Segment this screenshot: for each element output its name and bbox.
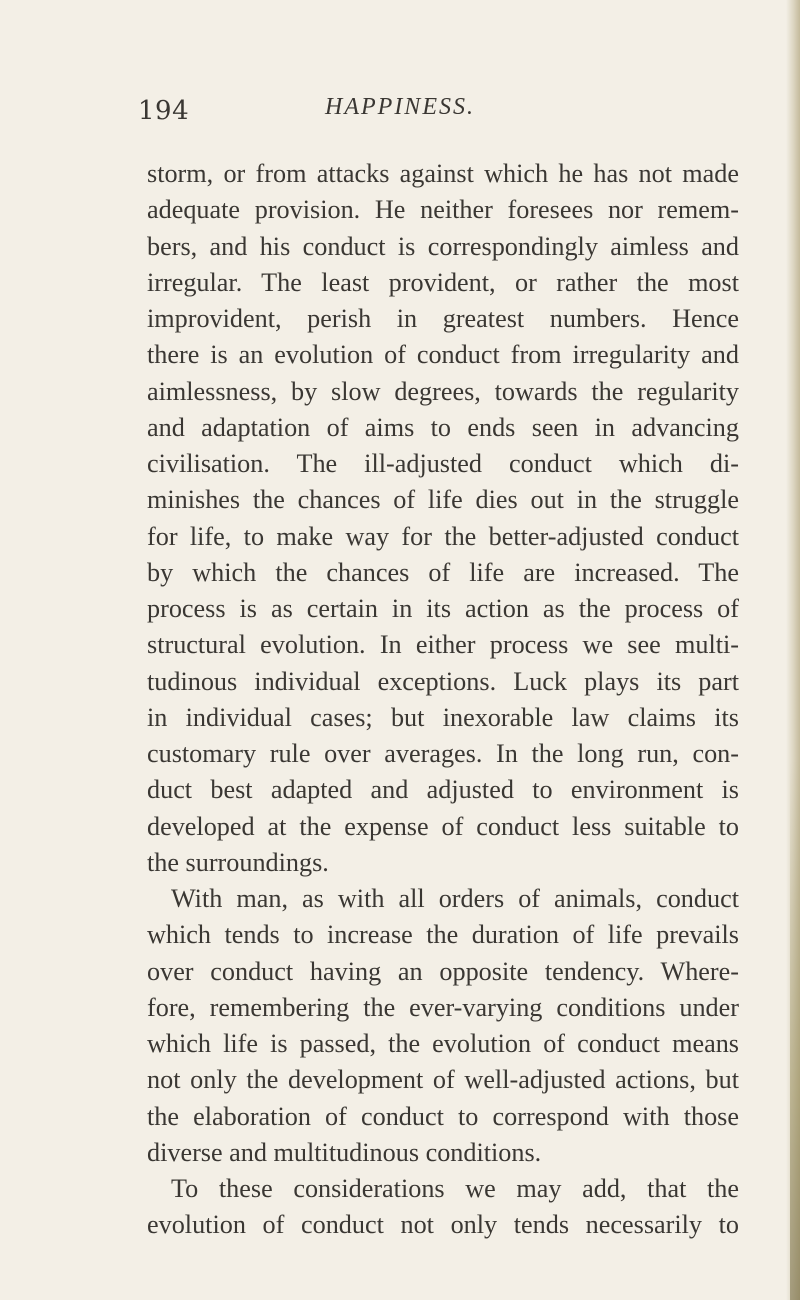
text-line: in individual cases; but inexorable law claims its: [147, 702, 739, 732]
text-line: irregular. The least provident, or rather the most: [147, 267, 739, 297]
text-line: aimlessness, by slow degrees, towards the regularity: [147, 376, 739, 406]
text-line: the elaboration of conduct to correspond with those: [147, 1101, 739, 1131]
text-line: evolution of conduct not only tends necessarily to: [147, 1210, 739, 1240]
text-line: civilisation. The ill-adjusted conduct which di-: [147, 449, 739, 478]
text-line: diverse and multitudinous conditions.: [147, 1137, 542, 1167]
text-line: adequate provision. He neither foresees nor remem-: [147, 195, 739, 225]
text-line: duct best adapted and adjusted to environment is: [147, 775, 739, 805]
text-line: process is as certain in its action as the process of: [147, 594, 739, 623]
page-number: 194: [138, 96, 190, 126]
text-line: which tends to increase the duration of life prevails: [147, 920, 739, 950]
text-line: for life, to make way for the better-adjusted conduct: [147, 521, 739, 551]
page-header: [0, 92, 800, 132]
text-line: over conduct having an opposite tendency. Where-: [147, 956, 739, 986]
text-line: by which the chances of life are increased. The: [147, 557, 739, 587]
body-text: [147, 156, 739, 1244]
text-line: minishes the chances of life dies out in the struggle: [147, 485, 739, 515]
text-line: storm, or from attacks against which he has not made: [147, 159, 739, 188]
running-title: HAPPINESS.: [325, 94, 475, 120]
text-line: which life is passed, the evolution of conduct means: [147, 1029, 739, 1058]
text-line: customary rule over averages. In the long run, con-: [147, 739, 739, 768]
text-line: tudinous individual exceptions. Luck plays its part: [147, 666, 739, 696]
text-line: bers, and his conduct is correspondingly aimless and: [147, 231, 739, 261]
text-line: the surroundings.: [147, 847, 329, 877]
text-line: developed at the expense of conduct less suitable to: [147, 811, 739, 841]
text-line: structural evolution. In either process we see multi-: [147, 630, 739, 660]
text-line: To these considerations we may add, that the: [171, 1174, 739, 1203]
text-line: improvident, perish in greatest numbers. Hence: [147, 304, 739, 333]
text-line: not only the development of well-adjusted actions, but: [147, 1065, 739, 1095]
page-edge-stain: [790, 760, 800, 1300]
text-line: fore, remembering the ever-varying conditions under: [147, 992, 739, 1022]
text-line: there is an evolution of conduct from irregularity and: [147, 340, 739, 370]
text-line: and adaptation of aims to ends seen in advancing: [147, 412, 739, 442]
text-line: With man, as with all orders of animals, conduct: [171, 884, 739, 913]
